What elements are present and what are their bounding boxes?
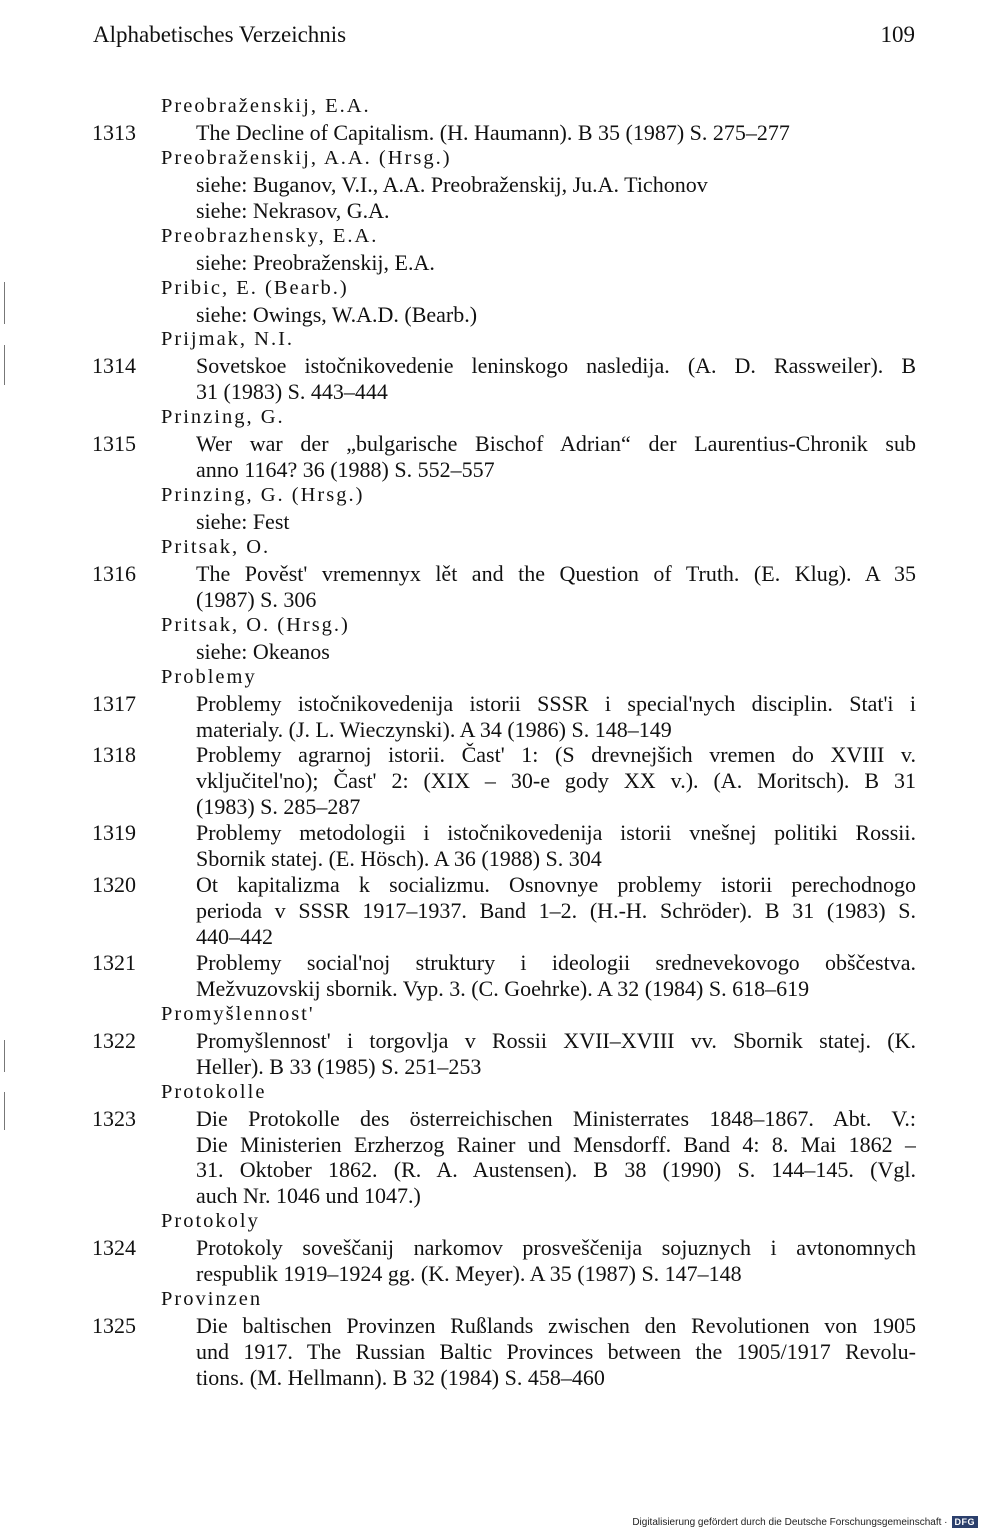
author-heading bbox=[88, 535, 918, 561]
entry-text: siehe: Fest bbox=[196, 509, 290, 534]
entry-line bbox=[88, 198, 918, 224]
entry-line bbox=[88, 976, 918, 1002]
entry-line bbox=[88, 768, 918, 794]
entry-text: tions. (M. Hellmann). B 32 (1984) S. 458–460 bbox=[196, 1364, 605, 1390]
index-entries bbox=[88, 94, 918, 1391]
entry-line bbox=[88, 872, 918, 898]
entry-line bbox=[88, 1106, 918, 1132]
entry-line bbox=[88, 898, 918, 924]
entry-text: Sbornik statej. (E. Hösch). A 36 (1988) S. 304 bbox=[196, 846, 602, 872]
entry-line bbox=[88, 250, 918, 276]
entry-text: Die Ministerien Erzherzog Rainer und Mensdorff. Band 4: 8. Mai 1862 – bbox=[196, 1131, 916, 1157]
entry-text: siehe: Buganov, V.I., A.A. Preobraženskij, Ju.A. Tichonov bbox=[196, 171, 708, 197]
entry-number: 1325 bbox=[92, 1313, 136, 1339]
entry-number: 1323 bbox=[92, 1105, 136, 1131]
entry-line bbox=[88, 1183, 918, 1209]
author-name: Prinzing, G. (Hrsg.) bbox=[161, 484, 365, 507]
author-heading bbox=[88, 1287, 918, 1313]
header-title: Alphabetisches Verzeichnis bbox=[93, 22, 347, 47]
entry-text: Problemy metodologii i istočnikovedenija istorii vnešnej politiki Rossii. bbox=[196, 820, 916, 846]
entry-line bbox=[88, 691, 918, 717]
entry-text: und 1917. The Russian Baltic Provinces between the 1905/1917 Revolu- bbox=[196, 1339, 916, 1364]
entry-line bbox=[88, 120, 918, 146]
entry-line bbox=[88, 1261, 918, 1287]
entry-number: 1324 bbox=[92, 1235, 136, 1261]
author-heading bbox=[88, 405, 918, 431]
footer-credit bbox=[632, 1516, 978, 1528]
author-name: Pribic, E. (Bearb.) bbox=[161, 276, 349, 299]
entry-text: siehe: Owings, W.A.D. (Bearb.) bbox=[196, 301, 478, 327]
entry-text: vključitel'no); Čast' 2: (XIX – 30-e gody XX v.). (A. Moritsch). B 31 bbox=[196, 768, 916, 794]
margin-mark bbox=[4, 345, 5, 385]
entry-text: 31. Oktober 1862. (R. A. Austensen). B 38 (1990) S. 144–145. (Vgl. bbox=[196, 1157, 916, 1183]
entry-number: 1316 bbox=[92, 560, 136, 586]
entry-line bbox=[88, 431, 918, 457]
author-name: Pritsak, O. bbox=[161, 535, 271, 558]
entry-number: 1320 bbox=[92, 872, 136, 898]
entry-number: 1317 bbox=[92, 690, 136, 716]
entry-text: Die Protokolle des österreichischen Ministerrates 1848–1867. Abt. V.: bbox=[196, 1105, 916, 1131]
entry-text: The Decline of Capitalism. (H. Haumann). B 35 (1987) S. 275–277 bbox=[196, 119, 790, 145]
author-name: Preobrazhensky, E.A. bbox=[161, 224, 379, 247]
entry-line bbox=[88, 1339, 918, 1365]
entry-number: 1318 bbox=[92, 742, 136, 768]
entry-line bbox=[88, 846, 918, 872]
footer-text: Digitalisierung gefördert durch die Deutsche Forschungsgemeinschaft · bbox=[632, 1516, 948, 1528]
entry-line bbox=[88, 1132, 918, 1158]
entry-text: 440–442 bbox=[196, 924, 273, 949]
author-name: Provinzen bbox=[161, 1288, 263, 1311]
entry-text: Protokoly soveščanij narkomov prosveščenija sojuznych i avtonomnych bbox=[196, 1235, 916, 1261]
author-heading bbox=[88, 94, 918, 120]
author-name: Protokoly bbox=[161, 1210, 260, 1233]
entry-number: 1313 bbox=[92, 119, 136, 145]
entry-line bbox=[88, 794, 918, 820]
entry-text: siehe: Preobraženskij, E.A. bbox=[196, 249, 435, 275]
entry-number: 1322 bbox=[92, 1027, 136, 1053]
entry-line bbox=[88, 509, 918, 535]
author-name: Prijmak, N.I. bbox=[161, 328, 295, 351]
entry-text: The Pověst' vremennyx lět and the Question of Truth. (E. Klug). A 35 bbox=[196, 560, 916, 586]
margin-mark bbox=[4, 282, 5, 324]
author-heading bbox=[88, 1209, 918, 1235]
author-heading bbox=[88, 146, 918, 172]
entry-line bbox=[88, 561, 918, 587]
author-name: Problemy bbox=[161, 665, 257, 688]
entry-line bbox=[88, 717, 918, 743]
dfg-logo: DFG bbox=[952, 1516, 979, 1528]
entry-text: Heller). B 33 (1985) S. 251–253 bbox=[196, 1053, 482, 1079]
entry-text: siehe: Nekrasov, G.A. bbox=[196, 197, 390, 223]
entry-text: Problemy istočnikovedenija istorii SSSR i special'nych disciplin. Stat'i i bbox=[196, 690, 916, 716]
author-name: Pritsak, O. (Hrsg.) bbox=[161, 613, 350, 636]
entry-number: 1321 bbox=[92, 949, 136, 975]
entry-text: siehe: Okeanos bbox=[196, 638, 330, 664]
entry-line bbox=[88, 302, 918, 328]
entry-text: Die baltischen Provinzen Rußlands zwischen den Revolutionen von 1905 bbox=[196, 1313, 916, 1339]
margin-mark bbox=[4, 1040, 5, 1072]
entry-line bbox=[88, 172, 918, 198]
entry-text: (1983) S. 285–287 bbox=[196, 794, 361, 820]
entry-text: anno 1164? 36 (1988) S. 552–557 bbox=[196, 457, 495, 483]
entry-text: Problemy social'noj struktury i ideologii srednevekovogo obščestva. bbox=[196, 949, 916, 975]
entry-line bbox=[88, 379, 918, 405]
entry-text: Wer war der „bulgarische Bischof Adrian“ der Laurentius-Chronik sub bbox=[196, 431, 916, 457]
entry-line bbox=[88, 924, 918, 950]
entry-text: Problemy agrarnoj istorii. Čast' 1: (S drevnejšich vremen do XVIII v. bbox=[196, 742, 916, 768]
entry-text: 31 (1983) S. 443–444 bbox=[196, 379, 388, 405]
entry-text: Promyšlennost' i torgovlja v Rossii XVII–XVIII vv. Sbornik statej. (K. bbox=[196, 1027, 916, 1053]
entry-line bbox=[88, 1235, 918, 1261]
author-heading bbox=[88, 613, 918, 639]
entry-line bbox=[88, 1054, 918, 1080]
author-name: Prinzing, G. bbox=[161, 406, 285, 429]
entry-line bbox=[88, 353, 918, 379]
entry-text: (1987) S. 306 bbox=[196, 586, 317, 612]
entry-line bbox=[88, 1313, 918, 1339]
entry-text: materialy. (J. L. Wieczynski). A 34 (1986) S. 148–149 bbox=[196, 716, 672, 742]
entry-line bbox=[88, 1157, 918, 1183]
entry-number: 1315 bbox=[92, 431, 136, 457]
entry-number: 1314 bbox=[92, 353, 136, 379]
entry-line bbox=[88, 950, 918, 976]
author-heading bbox=[88, 276, 918, 302]
author-heading bbox=[88, 1002, 918, 1028]
entry-line bbox=[88, 587, 918, 613]
page-number: 109 bbox=[880, 22, 915, 47]
author-heading bbox=[88, 1080, 918, 1106]
entry-text: perioda v SSSR 1917–1937. Band 1–2. (H.-H. Schröder). B 31 (1983) S. bbox=[196, 898, 916, 924]
entry-text: Ot kapitalizma k socializmu. Osnovnye problemy istorii perechodnogo bbox=[196, 872, 916, 898]
entry-text: respublik 1919–1924 gg. (K. Meyer). A 35 (1987) S. 147–148 bbox=[196, 1261, 742, 1287]
entry-line bbox=[88, 1365, 918, 1391]
author-heading bbox=[88, 483, 918, 509]
author-name: Preobraženskij, A.A. (Hrsg.) bbox=[161, 146, 452, 169]
entry-text: Sovetskoe istočnikovedenie leninskogo nasledija. (A. D. Rassweiler). B bbox=[196, 353, 916, 379]
author-name: Preobraženskij, E.A. bbox=[161, 95, 371, 117]
entry-line bbox=[88, 820, 918, 846]
author-name: Promyšlennost' bbox=[161, 1002, 315, 1025]
author-heading bbox=[88, 665, 918, 691]
entry-line bbox=[88, 639, 918, 665]
entry-number: 1319 bbox=[92, 820, 136, 846]
author-heading bbox=[88, 327, 918, 353]
author-name: Protokolle bbox=[161, 1080, 267, 1103]
entry-line bbox=[88, 457, 918, 483]
author-heading bbox=[88, 224, 918, 250]
entry-text: auch Nr. 1046 und 1047.) bbox=[196, 1183, 421, 1209]
running-header bbox=[93, 22, 915, 52]
entry-line bbox=[88, 742, 918, 768]
margin-mark bbox=[4, 1092, 5, 1130]
entry-line bbox=[88, 1028, 918, 1054]
entry-text: Mežvuzovskij sbornik. Vyp. 3. (C. Goehrke). A 32 (1984) S. 618–619 bbox=[196, 975, 810, 1001]
